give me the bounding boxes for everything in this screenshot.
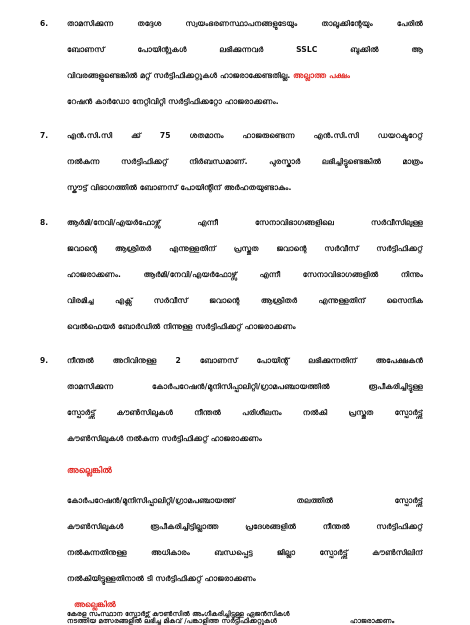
item-6-line-2-text: ബോണസ് പോയിന്റുകൾ ലഭിക്കുന്നവർ SSLC ബുക്കിൽ ആ	[67, 45, 423, 54]
item-7-line-1: എൻ.സി.സി ക്ക് 75 ശതമാനം ഹാജരുണ്ടെന്ന എൻ.സി.സി ഡയറക്ടറേറ്റ്	[67, 131, 423, 140]
item-8-line-1: ആർമി/നേവി/എയർഫോഴ്സ് എന്നീ സേനാവിഭാഗങ്ങളിലെ സർവീസിലുള്ള	[67, 218, 423, 227]
item-6-line-3-text: വിവരങ്ങളുണ്ടെങ്കിൽ മറ്റ് സർട്ടിഫിക്കറ്റുകൾ ഹാജരാക്കേണ്ടതില്ല.	[67, 71, 291, 80]
item-6-line-2	[67, 44, 423, 56]
alt-2-line-1: കേരള സംസ്ഥാന സ്പോർട്സ് കൗൺസിൽ അംഗീകരിച്ചിട്ടുള്ള ഏജൻസികൾ	[67, 610, 290, 618]
item-9-line-4: കൗൺസിലുകൾ നൽകുന്ന സർട്ടിഫിക്കറ്റ് ഹാജരാക്കണം	[67, 434, 262, 443]
item-6-line-3	[67, 70, 423, 82]
otherwise-inline-label: അല്ലാത്ത പക്ഷം	[293, 71, 351, 80]
item-8-line-2: ജവാന്റെ ആശ്രിതർ എന്നുള്ളതിന് പ്രസ്തുത ജവാന്റെ സർവീസ് സർട്ടിഫിക്കറ്റ്	[67, 244, 423, 253]
otherwise-heading-2: അല്ലെങ്കിൽ	[74, 600, 116, 609]
item-7-line-2: നൽകുന്ന സർട്ടിഫിക്കറ്റ് നിർബന്ധമാണ്. പുരസ്കാർ ലഭിച്ചിട്ടുണ്ടെങ്കിൽ മാത്രം	[67, 157, 423, 166]
alt-1-line-1: കോർപറേഷൻ/മുനിസിപ്പാലിറ്റി/ഗ്രാമപഞ്ചായത്ത് തലത്തിൽ സ്പോർട്ട്സ്	[67, 496, 423, 505]
item-8-line-5: വെൽഫെയർ ബോർഡിൽ നിന്നുള്ള സർട്ടിഫിക്കറ്റ് ഹാജരാക്കണം	[67, 322, 296, 331]
alt-1-line-2: കൗൺസിലുകൾ രൂപീകരിച്ചിട്ടില്ലാത്ത പ്രദേശങ്ങളിൽ നീന്തൽ സർട്ടിഫിക്കറ്റ്	[67, 522, 423, 531]
item-9-line-2: താമസിക്കുന്ന കോർപറേഷൻ/മുനിസിപ്പാലിറ്റി/ഗ്രാമപഞ്ചായത്തിൽ രൂപീകരിച്ചിട്ടുള്ള	[67, 382, 423, 391]
item-number: 7.	[40, 131, 49, 140]
item-9-line-1: നീന്തൽ അറിവിനുള്ള 2 ബോണസ് പോയിന്റ് ലഭിക്കുന്നതിന് അപേക്ഷകൻ	[67, 356, 423, 365]
item-8-line-4: വിരമിച്ച എക്സ് സർവീസ് ജവാന്റെ ആശ്രിതർ എന്നുള്ളതിന് സൈനിക	[67, 296, 423, 305]
item-7-line-3: സ്കൗട്ട് വിഭാഗത്തിൽ ബോണസ് പോയിന്റിന് അർഹതയുണ്ടാകും.	[67, 183, 292, 192]
otherwise-heading-1: അല്ലെങ്കിൽ	[67, 466, 112, 476]
alt-1-line-4: നൽകിയിട്ടുള്ളതിനാൽ ടി സർട്ടിഫിക്കറ്റ് ഹാജരാക്കണം	[67, 574, 256, 583]
item-9-line-3: സ്പോർട്ട്സ് കൗൺസിലുകൾ നീന്തൽ പരിശീലനം നൽകി പ്രസ്തുത സ്പോർട്ട്സ്	[67, 408, 423, 417]
item-8-line-3: ഹാജരാക്കണം. ആർമി/നേവി/എയർഫോഴ്സ് എന്നീ സേനാവിഭാഗങ്ങളിൽ നിന്നും	[67, 270, 423, 279]
alt-1-line-3: നൽകുന്നതിനുള്ള അധികാരം ബന്ധപ്പെട്ട ജില്ലാ സ്പോർട്ട്സ് കൗൺസിലിന്	[67, 548, 423, 557]
alt-2-line-2: നടത്തിയ മത്സരങ്ങളിൽ ലഭിച്ച മികവ് /പങ്കാളിത്ത സർട്ടിഫിക്കറ്റുകൾ	[67, 617, 278, 625]
alt-2-line-3: ഹാജരാക്കണം	[350, 617, 395, 625]
item-6-line-1: താമസിക്കുന്ന തദ്ദേശ സ്വയംഭരണസ്ഥാപനങ്ങളുടേയും താലൂക്കിന്റേയും പേരിൽ	[67, 19, 423, 28]
item-number: 9.	[40, 356, 49, 365]
item-number: 6.	[40, 19, 49, 28]
item-number: 8.	[40, 218, 49, 227]
item-6-line-4: റേഷൻ കാർഡോ നേറ്റിവിറ്റി സർട്ടിഫിക്കറ്റോ ഹാജരാക്കണം.	[67, 97, 279, 106]
